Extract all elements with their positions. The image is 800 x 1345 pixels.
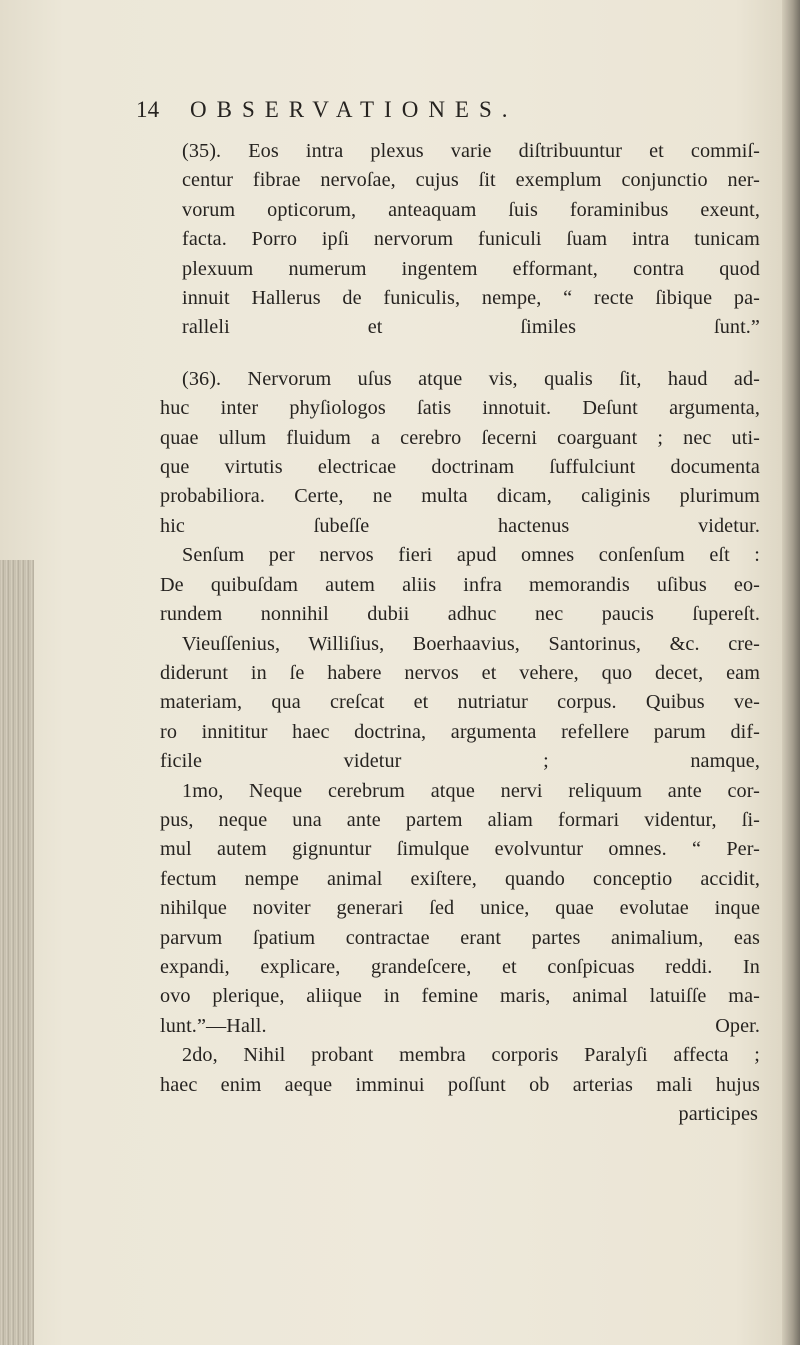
paragraph-35: [160, 137, 760, 343]
text-line: centur fibrae nervoſae, cujus ſit exemplum conjunctio ner-: [182, 169, 760, 192]
paragraph-1mo: [160, 777, 760, 1042]
text-line: ro innititur haec doctrina, argumenta refellere parum dif-: [160, 720, 760, 743]
paragraph-36: [160, 365, 760, 541]
text-line: hic ſubeſſe hactenus videtur.: [160, 514, 760, 537]
text-line: quae ullum fluidum a cerebro ſecerni coarguant ; nec uti-: [160, 426, 760, 449]
text-line: materiam, qua creſcat et nutriatur corpus. Quibus ve-: [160, 691, 760, 714]
text-line: De quibuſdam autem aliis infra memorandis uſibus eo-: [160, 573, 760, 596]
page-edge-left: [0, 560, 34, 1345]
text-line: rundem nonnihil dubii adhuc nec paucis ſupereſt.: [160, 603, 760, 626]
text-line: Senſum per nervos fieri apud omnes conſenſum eſt :: [182, 544, 760, 567]
text-line: fectum nempe animal exiſtere, quando conceptio accidit,: [160, 867, 760, 890]
text-line: ralleli et ſimiles ſunt.”: [182, 316, 760, 339]
text-line: Vieuſſenius, Williſius, Boerhaavius, Santorinus, &c. cre-: [182, 632, 760, 655]
text-line: 1mo, Neque cerebrum atque nervi reliquum ante cor-: [182, 779, 760, 802]
page-header: [136, 95, 760, 137]
text-line: ficile videtur ; namque,: [160, 750, 760, 773]
running-head: OBSERVATIONES.: [190, 97, 518, 122]
paragraph-2do: [160, 1041, 760, 1100]
paragraph-gap: [160, 343, 760, 365]
paragraph-vieussenius: [160, 630, 760, 777]
text-line: mul autem gignuntur ſimulque evolvuntur omnes. “ Per-: [160, 838, 760, 861]
text-block: [136, 95, 760, 1129]
text-line: haec enim aeque imminui poſſunt ob arterias mali hujus: [160, 1073, 760, 1096]
text-line: vorum opticorum, anteaquam ſuis foraminibus exeunt,: [182, 198, 760, 221]
text-line: innuit Hallerus de funiculis, nempe, “ recte ſibique pa-: [182, 287, 760, 310]
catchword: participes: [678, 1103, 758, 1125]
page-number: 14: [136, 97, 160, 122]
text-line: huc inter phyſiologos ſatis innotuit. Deſunt argumenta,: [160, 397, 760, 420]
text-line: 2do, Nihil probant membra corporis Paralyſi affecta ;: [182, 1044, 760, 1067]
text-line: diderunt in ſe habere nervos et vehere, quo decet, eam: [160, 661, 760, 684]
text-line: ovo plerique, aliique in femine maris, animal latuiſſe ma-: [160, 985, 760, 1008]
text-line: probabiliora. Certe, ne multa dicam, caliginis plurimum: [160, 485, 760, 508]
text-line: expandi, explicare, grandeſcere, et conſpicuas reddi. In: [160, 955, 760, 978]
text-line: (35). Eos intra plexus varie diſtribuuntur et commiſ-: [182, 140, 760, 162]
paragraph-sensum: [160, 541, 760, 629]
text-line: lunt.”—Hall. Oper.: [160, 1014, 760, 1037]
text-line: pus, neque una ante partem aliam formari videntur, ſi-: [160, 808, 760, 831]
text-line: (36). Nervorum uſus atque vis, qualis ſit, haud ad-: [182, 367, 760, 390]
text-line: parvum ſpatium contractae erant partes animalium, eas: [160, 926, 760, 949]
text-line: plexuum numerum ingentem efformant, contra quod: [182, 257, 760, 280]
text-line: que virtutis electricae doctrinam ſuffulciunt documenta: [160, 456, 760, 479]
page-edge-right: [782, 0, 800, 1345]
text-line: facta. Porro ipſi nervorum funiculi ſuam intra tunicam: [182, 228, 760, 251]
text-line: nihilque noviter generari ſed unice, quae evolutae inque: [160, 897, 760, 920]
